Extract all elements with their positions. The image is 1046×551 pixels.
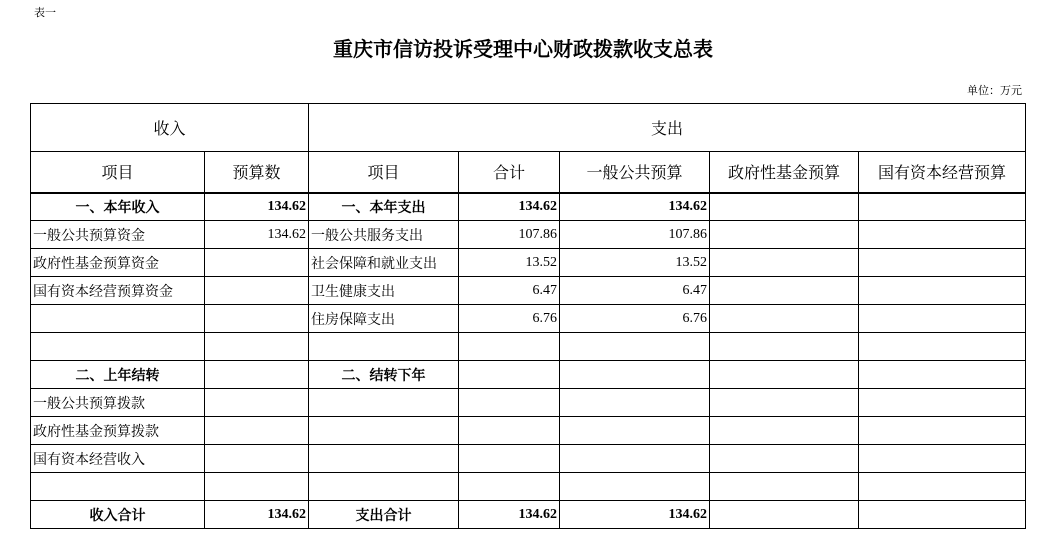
income-budget-cell — [205, 445, 309, 473]
column-header-row — [31, 152, 1026, 193]
expense-item-cell — [309, 417, 459, 445]
income-item-cell: 政府性基金预算资金 — [31, 249, 205, 277]
state-capital-total-value — [859, 501, 1026, 529]
income-budget-cell — [205, 333, 309, 361]
state-capital-cell — [859, 277, 1026, 305]
fund-budget-cell — [710, 277, 859, 305]
income-item-cell: 二、上年结转 — [31, 361, 205, 389]
budget-table — [30, 103, 1026, 529]
general-budget-cell: 134.62 — [560, 193, 710, 221]
income-total-value: 134.62 — [205, 501, 309, 529]
totals-row — [31, 501, 1026, 529]
general-budget-cell — [560, 417, 710, 445]
fund-budget-cell — [710, 333, 859, 361]
general-budget-cell — [560, 473, 710, 501]
fund-budget-cell — [710, 389, 859, 417]
income-item-cell — [31, 305, 205, 333]
state-capital-cell — [859, 249, 1026, 277]
expense-item-cell: 一、本年支出 — [309, 193, 459, 221]
fund-budget-cell — [710, 417, 859, 445]
section-header-row — [31, 104, 1026, 152]
expense-item-cell — [309, 389, 459, 417]
income-budget-cell: 134.62 — [205, 221, 309, 249]
table-row — [31, 333, 1026, 361]
table-row — [31, 389, 1026, 417]
col-header-general-budget: 一般公共预算 — [560, 152, 710, 193]
state-capital-cell — [859, 445, 1026, 473]
table-row — [31, 445, 1026, 473]
expense-item-cell: 一般公共服务支出 — [309, 221, 459, 249]
state-capital-cell — [859, 417, 1026, 445]
income-section-header: 收入 — [31, 104, 309, 152]
table-row — [31, 277, 1026, 305]
income-item-cell — [31, 333, 205, 361]
income-budget-cell — [205, 473, 309, 501]
expense-item-cell: 卫生健康支出 — [309, 277, 459, 305]
fund-budget-total-value — [710, 501, 859, 529]
income-budget-cell — [205, 389, 309, 417]
fund-budget-cell — [710, 249, 859, 277]
total-cell: 6.76 — [459, 305, 560, 333]
state-capital-cell — [859, 305, 1026, 333]
income-item-cell: 一般公共预算资金 — [31, 221, 205, 249]
total-cell — [459, 361, 560, 389]
table-row — [31, 221, 1026, 249]
income-total-label: 收入合计 — [31, 501, 205, 529]
expense-item-cell — [309, 445, 459, 473]
income-budget-cell — [205, 249, 309, 277]
general-budget-cell — [560, 389, 710, 417]
state-capital-cell — [859, 473, 1026, 501]
unit-label: 单位：万元 — [967, 84, 1022, 97]
income-item-cell: 国有资本经营收入 — [31, 445, 205, 473]
general-budget-cell: 107.86 — [560, 221, 710, 249]
total-cell — [459, 417, 560, 445]
total-cell: 13.52 — [459, 249, 560, 277]
general-budget-cell — [560, 361, 710, 389]
income-item-cell: 国有资本经营预算资金 — [31, 277, 205, 305]
col-header-state-capital-budget: 国有资本经营预算 — [859, 152, 1026, 193]
col-header-budget: 预算数 — [205, 152, 309, 193]
total-cell — [459, 333, 560, 361]
fund-budget-cell — [710, 193, 859, 221]
state-capital-cell — [859, 221, 1026, 249]
page-title: 重庆市信访投诉受理中心财政拨款收支总表 — [333, 37, 713, 61]
income-budget-cell — [205, 277, 309, 305]
income-budget-cell — [205, 417, 309, 445]
fund-budget-cell — [710, 305, 859, 333]
income-budget-cell — [205, 361, 309, 389]
general-budget-cell — [560, 445, 710, 473]
fund-budget-cell — [710, 445, 859, 473]
table-row — [31, 473, 1026, 501]
state-capital-cell — [859, 389, 1026, 417]
income-budget-cell — [205, 305, 309, 333]
general-budget-total-value: 134.62 — [560, 501, 710, 529]
state-capital-cell — [859, 361, 1026, 389]
table-row — [31, 193, 1026, 221]
expense-item-cell: 住房保障支出 — [309, 305, 459, 333]
table-row — [31, 249, 1026, 277]
expense-section-header: 支出 — [309, 104, 1026, 152]
fund-budget-cell — [710, 361, 859, 389]
table-row — [31, 417, 1026, 445]
expense-total-value: 134.62 — [459, 501, 560, 529]
state-capital-cell — [859, 333, 1026, 361]
general-budget-cell — [560, 333, 710, 361]
total-cell — [459, 473, 560, 501]
col-header-fund-budget: 政府性基金预算 — [710, 152, 859, 193]
total-cell — [459, 389, 560, 417]
income-item-cell — [31, 473, 205, 501]
income-item-cell: 一般公共预算拨款 — [31, 389, 205, 417]
col-header-expense-item: 项目 — [309, 152, 459, 193]
total-cell: 6.47 — [459, 277, 560, 305]
general-budget-cell: 13.52 — [560, 249, 710, 277]
general-budget-cell: 6.76 — [560, 305, 710, 333]
table-row — [31, 305, 1026, 333]
fund-budget-cell — [710, 473, 859, 501]
income-budget-cell: 134.62 — [205, 193, 309, 221]
expense-item-cell — [309, 333, 459, 361]
general-budget-cell: 6.47 — [560, 277, 710, 305]
total-cell — [459, 445, 560, 473]
table-number-label: 表一 — [34, 6, 56, 19]
state-capital-cell — [859, 193, 1026, 221]
expense-item-cell — [309, 473, 459, 501]
total-cell: 134.62 — [459, 193, 560, 221]
expense-total-label: 支出合计 — [309, 501, 459, 529]
table-row — [31, 361, 1026, 389]
expense-item-cell: 二、结转下年 — [309, 361, 459, 389]
fund-budget-cell — [710, 221, 859, 249]
col-header-income-item: 项目 — [31, 152, 205, 193]
col-header-total: 合计 — [459, 152, 560, 193]
income-item-cell: 一、本年收入 — [31, 193, 205, 221]
expense-item-cell: 社会保障和就业支出 — [309, 249, 459, 277]
income-item-cell: 政府性基金预算拨款 — [31, 417, 205, 445]
total-cell: 107.86 — [459, 221, 560, 249]
